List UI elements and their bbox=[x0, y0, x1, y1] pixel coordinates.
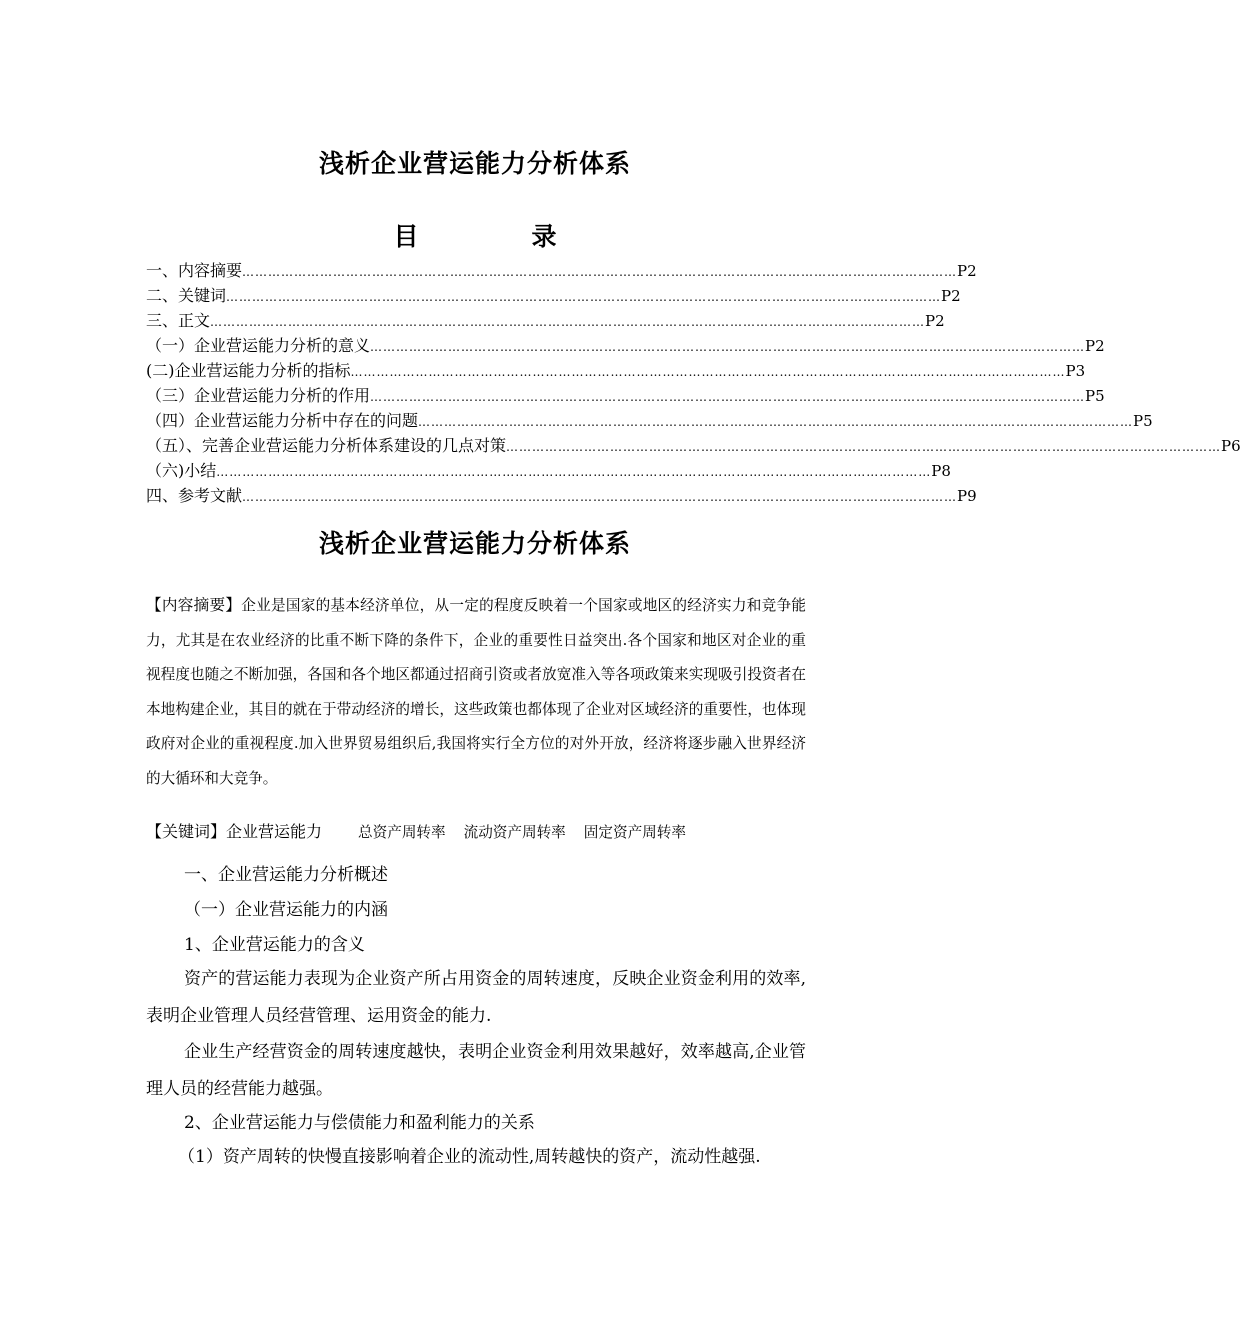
toc-heading: 目 录 bbox=[393, 222, 601, 251]
toc-entry-page: P6 bbox=[1221, 437, 1241, 455]
toc-leader-dots: ………………………………………………………………………………………………………………………………………………… bbox=[210, 315, 926, 329]
toc-entry-title: （三）企业营运能力分析的作用 bbox=[146, 386, 371, 405]
toc-entry[interactable] bbox=[146, 458, 951, 483]
subsubsection-heading: 1、企业营运能力的含义 bbox=[184, 935, 365, 955]
toc-leader-dots: ………………………………………………………………………………………………………………………………………………… bbox=[506, 440, 1222, 454]
toc-entry[interactable] bbox=[146, 283, 961, 308]
toc-leader-dots: ………………………………………………………………………………………………………………………………………………… bbox=[418, 415, 1134, 429]
toc-entry-title: 三、正文 bbox=[146, 311, 211, 330]
toc-entry-title: 一、内容摘要 bbox=[146, 261, 243, 280]
document-title: 浅析企业营运能力分析体系 bbox=[318, 149, 631, 178]
toc-entry-title: （四）企业营运能力分析中存在的问题 bbox=[146, 411, 419, 430]
toc-leader-dots: ………………………………………………………………………………………………………………………………………………… bbox=[370, 340, 1086, 354]
keywords-label: 【关键词】 bbox=[146, 822, 227, 841]
toc-entry-page: P9 bbox=[957, 487, 977, 505]
subsubsection-heading: 2、企业营运能力与偿债能力和盈利能力的关系 bbox=[184, 1113, 535, 1133]
toc-entry[interactable] bbox=[146, 408, 1153, 433]
toc-entry[interactable] bbox=[146, 358, 1086, 383]
body-paragraph: 企业生产经营资金的周转速度越快，表明企业资金利用效果越好，效率越高,企业管理人员的经营能力越强。 bbox=[146, 1042, 806, 1099]
toc-leader-dots: ………………………………………………………………………………………………………………………………………………… bbox=[242, 265, 958, 279]
toc-entry-page: P2 bbox=[1085, 337, 1105, 355]
toc-entry[interactable] bbox=[146, 308, 945, 333]
toc-entry-page: P5 bbox=[1085, 387, 1105, 405]
body-title: 浅析企业营运能力分析体系 bbox=[318, 529, 631, 558]
keyword: 企业营运能力 bbox=[226, 822, 323, 841]
toc-entry[interactable] bbox=[146, 383, 1105, 408]
toc-entry-title: （六)小结 bbox=[146, 461, 217, 480]
toc-entry-page: P2 bbox=[957, 262, 977, 280]
keyword: 总资产周转率 bbox=[358, 824, 446, 841]
toc-entry-title: 二、关键词 bbox=[146, 286, 227, 305]
toc-leader-dots: ………………………………………………………………………………………………………………………………………………… bbox=[226, 290, 942, 304]
abstract-paragraph bbox=[146, 588, 806, 796]
keywords-line bbox=[146, 819, 806, 846]
body-paragraph: 资产的营运能力表现为企业资产所占用资金的周转速度，反映企业资金利用的效率,表明企业管理人员经营管理、运用资金的能力. bbox=[146, 969, 806, 1026]
abstract-text: 企业是国家的基本经济单位，从一定的程度反映着一个国家或地区的经济实力和竞争能力，尤其是在农业经济的比重不断下降的条件下，企业的重要性日益突出.各个国家和地区对企业的重视程度也随之不断加强，各国和各个地区都通过招商引资或者放宽准入等各项政策来实现吸引投资者在本地构建企业，其目的就在于带动经济的增长，这些政策也都体现了企业对区域经济的重要性，也体现政府对企业的重视程度.加入世界贸易组织后,我国将实行全方位的对外开放，经济将逐步融入世界经济的大循环和大竞争。 bbox=[146, 597, 806, 787]
section-heading: 一、企业营运能力分析概述 bbox=[184, 865, 388, 885]
keyword: 固定资产周转率 bbox=[583, 824, 686, 841]
subsection-heading: （一）企业营运能力的内涵 bbox=[184, 900, 388, 920]
toc-entry-title: （一）企业营运能力分析的意义 bbox=[146, 336, 371, 355]
abstract-label: 【内容摘要】 bbox=[146, 596, 242, 614]
body-paragraph: （1）资产周转的快慢直接影响着企业的流动性,周转越快的资产，流动性越强. bbox=[178, 1147, 761, 1167]
toc-entry-page: P2 bbox=[941, 287, 961, 305]
toc-entry[interactable] bbox=[146, 433, 1241, 458]
toc-entry-title: （五）、完善企业营运能力分析体系建设的几点对策 bbox=[146, 436, 507, 455]
toc-entry-page: P8 bbox=[931, 462, 951, 480]
toc-leader-dots: ………………………………………………………………………………………………………………………………………………… bbox=[370, 390, 1086, 404]
toc-entry[interactable] bbox=[146, 258, 977, 283]
toc-entry[interactable] bbox=[146, 483, 977, 508]
keyword: 流动资产周转率 bbox=[463, 824, 566, 841]
toc-leader-dots: ………………………………………………………………………………………………………………………………………………… bbox=[216, 465, 932, 479]
toc-entry-page: P2 bbox=[925, 312, 945, 330]
toc-entry[interactable] bbox=[146, 333, 1105, 358]
toc-entry-title: (二)企业营运能力分析的指标 bbox=[146, 361, 351, 380]
toc-entry-page: P3 bbox=[1065, 362, 1086, 380]
toc-entry-title: 四、参考文献 bbox=[146, 486, 243, 505]
toc-leader-dots: ………………………………………………………………………………………………………………………………………………… bbox=[242, 490, 958, 504]
toc-entry-page: P5 bbox=[1133, 412, 1153, 430]
toc-leader-dots: ………………………………………………………………………………………………………………………………………………… bbox=[350, 365, 1066, 379]
